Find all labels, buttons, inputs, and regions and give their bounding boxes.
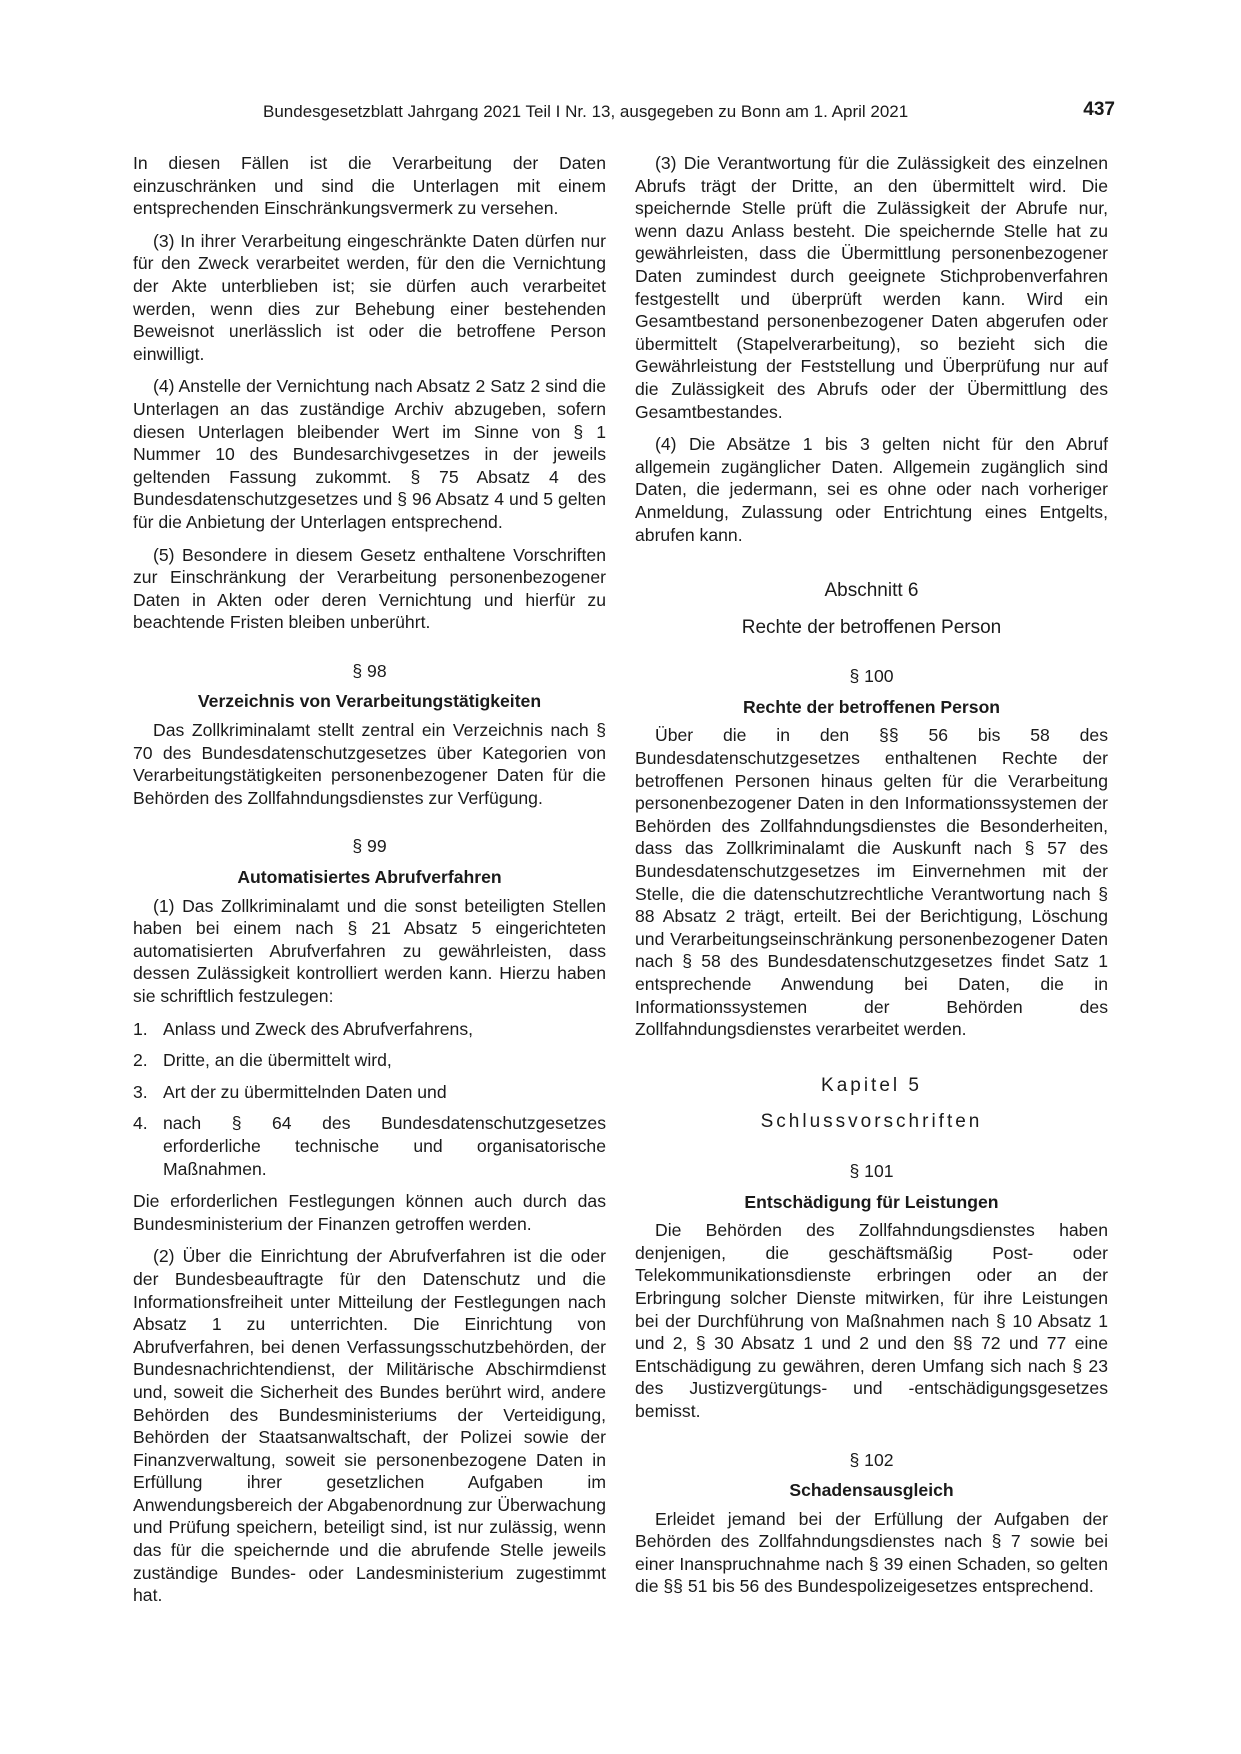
section-number: § 101 bbox=[849, 1160, 894, 1181]
paragraph: Die erforderlichen Festlegungen können auch durch das Bundesministerium der Finanzen getroffen werden. bbox=[133, 1191, 606, 1234]
running-header: Bundesgesetzblatt Jahrgang 2021 Teil I Nr. 13, ausgegeben zu Bonn am 1. April 2021 bbox=[263, 102, 909, 121]
paragraph: In diesen Fällen ist die Verarbeitung der Daten einzuschränken und sind die Unterlagen mit einem entsprechenden Einschränkungsvermerk zu versehen. bbox=[133, 153, 606, 219]
section-title: Rechte der betroffenen Person bbox=[742, 696, 1001, 717]
list-text: nach § 64 des Bundesdatenschutzgesetzes erforderliche technische und organisatorische Maßnahmen. bbox=[163, 1113, 606, 1179]
section-title: Entschädigung für Leistungen bbox=[744, 1191, 999, 1212]
paragraph: (1) Das Zollkriminalamt und die sonst beteiligten Stellen haben bei einem nach § 21 Absatz 5 eingerichteten automatisierten Abrufverfahren zu gewährleisten, dass dessen Zulässigkeit kontrolliert werden kann. Hierzu haben sie schriftlich festzulegen: bbox=[133, 895, 606, 1006]
paragraph: Erleidet jemand bei der Erfüllung der Aufgaben der Behörden des Zollfahndungsdienstes nach § 7 sowie bei einer Inanspruchnahme nach § 39 einen Schaden, so gelten die §§ 51 bis 56 des Bundespolizeigesetzes entsprechend. bbox=[635, 1508, 1108, 1597]
list-item bbox=[133, 1081, 606, 1104]
paragraph: (4) Anstelle der Vernichtung nach Absatz 2 Satz 2 sind die Unterlagen an das zuständige Archiv abzugeben, sofern diesen Unterlagen bleibender Wert im Sinne von § 1 Nummer 10 des Bundesarchivgesetzes in der jeweils geltenden Fassung zukommt. § 75 Absatz 4 des Bundesdatenschutzgesetzes und § 96 Absatz 4 und 5 gelten für die Anbietung der Unterlagen entsprechend. bbox=[133, 376, 606, 532]
paragraph: Die Behörden des Zollfahndungsdienstes haben denjenigen, die geschäftsmäßig Post- oder Telekommunikationsdienste erbringen oder an der Erbringung solcher Dienste mitwirken, für ihre Leistungen bei der Durchführung von Maßnahmen nach § 10 Absatz 1 und 2, § 30 Absatz 1 und 2 und den §§ 72 und 77 eine Entschädigung zu gewähren, deren Umfang sich nach § 23 des Justizvergütungs- und -entschädigungsgesetzes bemisst. bbox=[635, 1220, 1108, 1421]
page-header bbox=[133, 100, 1115, 126]
list-number: 1. bbox=[133, 1018, 148, 1039]
abschnitt-heading: Abschnitt 6 bbox=[824, 580, 919, 602]
section-number: § 99 bbox=[352, 836, 387, 857]
list-number: 4. bbox=[133, 1113, 148, 1134]
section-title: Verzeichnis von Verarbeitungstätigkeiten bbox=[197, 691, 542, 712]
list-number: 2. bbox=[133, 1050, 148, 1071]
section-title: Automatisiertes Abrufverfahren bbox=[237, 867, 502, 888]
numbered-list bbox=[133, 1018, 606, 1181]
paragraph: Das Zollkriminalamt stellt zentral ein Verzeichnis nach § 70 des Bundesdatenschutzgesetzes über Kategorien von Verarbeitungstätigkeiten personenbezogener Daten für die Behörden des Zollfahndungsdienstes zur Verfügung. bbox=[133, 720, 606, 808]
paragraph: (5) Besondere in diesem Gesetz enthaltene Vorschriften zur Einschränkung der Verarbeitung personenbezogener Daten in Akten oder deren Vernichtung und hierfür zu beachtende Fristen bleiben unberührt. bbox=[133, 544, 606, 633]
paragraph: (4) Die Absätze 1 bis 3 gelten nicht für den Abruf allgemein zugänglicher Daten. Allgemein zugänglich sind Daten, die jedermann, sei es ohne oder nach vorheriger Anmeldung, Zulassung oder Entrichtung eines Entgelts, abrufen kann. bbox=[635, 434, 1108, 545]
list-text: Anlass und Zweck des Abrufverfahrens, bbox=[163, 1018, 474, 1039]
left-column bbox=[133, 152, 606, 1617]
list-item bbox=[133, 1049, 606, 1072]
section-number: § 98 bbox=[352, 660, 387, 681]
page-number: 437 bbox=[1083, 99, 1115, 120]
list-text: Art der zu übermittelnden Daten und bbox=[163, 1081, 447, 1102]
paragraph: (2) Über die Einrichtung der Abrufverfahren ist die oder der Bundesbeauftragte für den Datenschutz und die Informationsfreiheit unter Mitteilung der Festlegungen nach Absatz 1 zu unterrichten. Die Einrichtung von Abrufverfahren, bei denen Verfassungsschutzbehörden, der Bundesnachrichtendienst, der Militärische Abschirmdienst und, soweit die Sicherheit des Bundes berührt wird, andere Behörden des Bundesministeriums der Verteidigung, Behörden der Staatsanwaltschaft, der Polizei sowie der Finanzverwaltung, soweit sie personenbezogene Daten in Erfüllung ihrer gesetzlichen Aufgaben im Anwendungsbereich der Abgabenordnung zur Überwachung und Prüfung speichern, beteiligt sind, ist nur zulässig, wenn das für die speichernde und die abrufende Stelle jeweils zuständige Bundes- oder Landesministerium zugestimmt hat. bbox=[133, 1246, 606, 1606]
list-text: Dritte, an die übermittelt wird, bbox=[163, 1050, 392, 1071]
section-number: § 100 bbox=[849, 666, 894, 687]
kapitel-title: Schlussvorschriften bbox=[760, 1111, 983, 1133]
section-number: § 102 bbox=[849, 1449, 894, 1470]
list-item bbox=[133, 1112, 606, 1180]
paragraph: (3) In ihrer Verarbeitung eingeschränkte Daten dürfen nur für den Zweck verarbeitet werden, für den die Vernichtung der Akte unterblieben ist; sie dürfen auch verarbeitet werden, wenn dies zur Behebung einer bestehenden Beweisnot unerlässlich ist oder die betroffene Person einwilligt. bbox=[133, 230, 606, 364]
right-column bbox=[635, 152, 1108, 1608]
section-title: Schadensausgleich bbox=[789, 1480, 954, 1501]
paragraph: (3) Die Verantwortung für die Zulässigkeit des einzelnen Abrufs trägt der Dritte, an den übermittelt wird. Die speichernde Stelle prüft die Zulässigkeit der Abrufe nur, wenn dazu Anlass besteht. Die speichernde Stelle hat zu gewährleisten, dass die Übermittlung personenbezogener Daten zumindest durch geeignete Stichprobenverfahren festgestellt und überprüft werden kann. Wird ein Gesamtbestand personenbezogener Daten abgerufen oder übermittelt (Stapelverarbeitung), so bezieht sich die Gewährleistung der Feststellung und Überprüfung nur auf die Zulässigkeit des Abrufs oder der Übermittlung des Gesamtbestandes. bbox=[635, 153, 1108, 422]
list-number: 3. bbox=[133, 1081, 148, 1102]
abschnitt-title: Rechte der betroffenen Person bbox=[741, 616, 1002, 638]
paragraph: Über die in den §§ 56 bis 58 des Bundesdatenschutzgesetzes enthaltenen Rechte der betroffenen Personen hinaus gelten für die Verarbeitung personenbezogener Daten in den Informationssystemen der Behörden des Zollfahndungsdienstes die Besonderheiten, dass das Zollkriminalamt die Auskunft nach § 57 des Bundesdatenschutzgesetzes im Einvernehmen mit der Stelle, die die datenschutzrechtliche Verantwortung nach § 88 Absatz 2 trägt, erteilt. Bei der Berichtigung, Löschung und Verarbeitungseinschränkung personenbezogener Daten nach § 58 des Bundesdatenschutzgesetzes findet Satz 1 entsprechende Anwendung bei Daten, die in Informationssystemen der Behörden des Zollfahndungsdienstes verarbeitet werden. bbox=[635, 725, 1108, 1040]
list-item bbox=[133, 1018, 606, 1041]
kapitel-heading: Kapitel 5 bbox=[821, 1074, 922, 1096]
